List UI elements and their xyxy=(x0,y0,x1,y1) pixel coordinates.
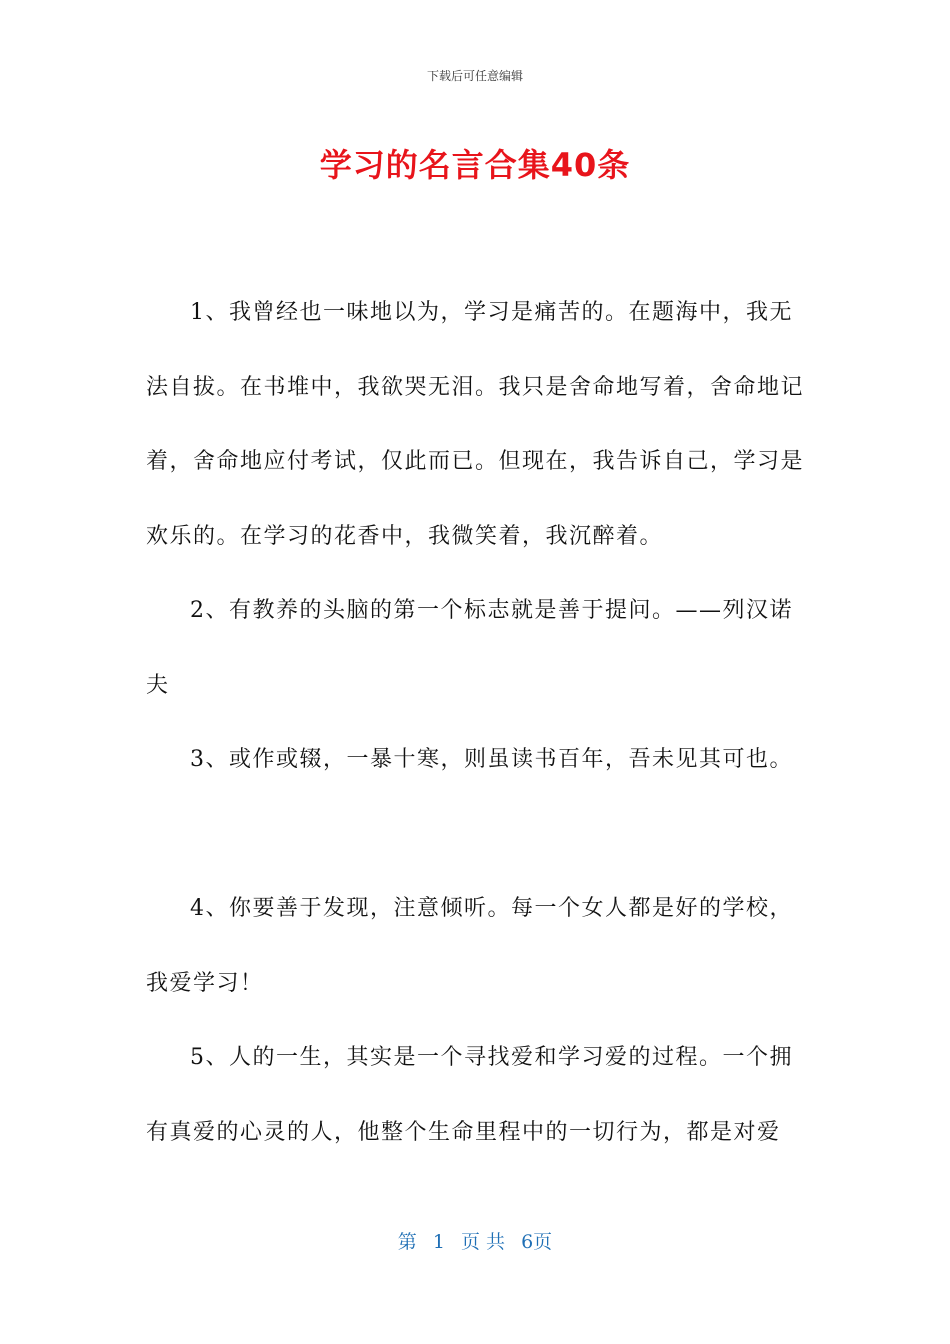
paragraph-4: 4、你要善于发现，注意倾听。每一个女人都是好的学校，我爱学习！ xyxy=(146,896,793,996)
page-current: 1 xyxy=(432,1231,445,1253)
page-footer xyxy=(0,1227,950,1254)
paragraph-2: 2、有教养的头脑的第一个标志就是善于提问。——列汉诺夫 xyxy=(146,598,793,698)
document-title: 学习的名言合集40条 xyxy=(319,146,631,184)
paragraph-1: 1、我曾经也一味地以为，学习是痛苦的。在题海中，我无法自拔。在书堆中，我欲哭无泪。我只是舍命地写着，舍命地记着，舍命地应付考试，仅此而已。但现在，我告诉自己，学习是欢乐的。在学习的花香中，我微笑着，我沉醉着。 xyxy=(146,300,805,549)
page-total: 6页 xyxy=(521,1231,553,1253)
document-body xyxy=(146,276,806,1170)
page-mid: 页 共 xyxy=(461,1231,506,1253)
paragraph-3: 3、或作或辍，一暴十寒，则虽读书百年，吾未见其可也。 xyxy=(190,747,793,772)
paragraph-5: 5、人的一生，其实是一个寻找爱和学习爱的过程。一个拥有真爱的心灵的人，他整个生命里程中的一切行为，都是对爱 xyxy=(146,1045,793,1145)
page-prefix: 第 xyxy=(397,1231,417,1253)
header-note: 下载后可任意编辑 xyxy=(426,69,523,83)
